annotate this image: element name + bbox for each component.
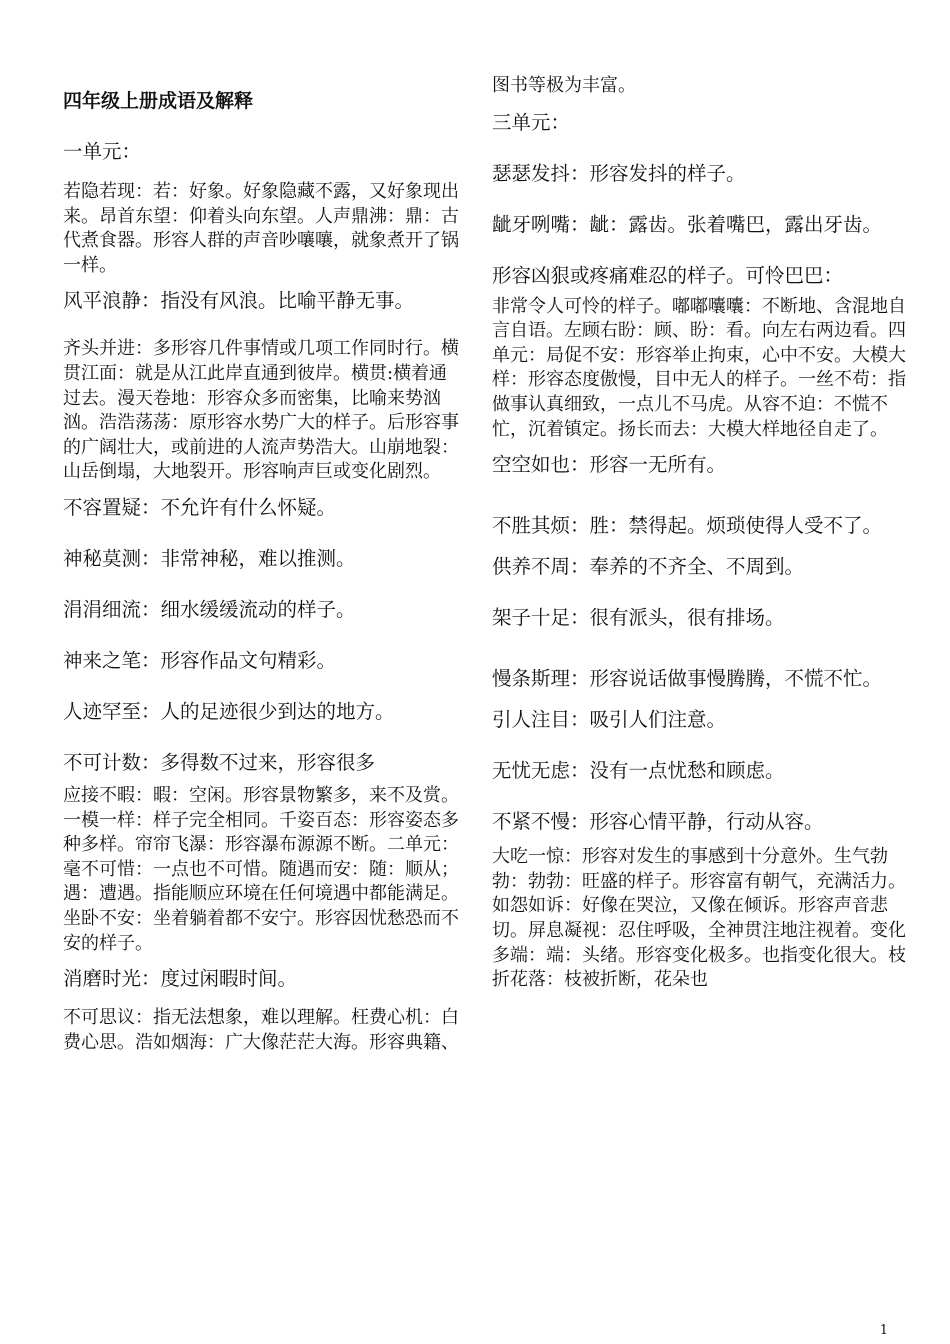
page-title: 四年级上册成语及解释 [63, 90, 254, 112]
idiom-block-1: 若隐若现：若：好象。好象隐藏不露，又好象现出来。昂首东望：仰着头向东望。人声鼎沸：鼎：古代煮食器。形容人群的声音吵嚷嚷，就象煮开了锅一样。 [63, 181, 459, 276]
unit1-heading: 一单元： [63, 140, 142, 163]
right-column [492, 74, 912, 993]
idiom-renjihanzhi: 人迹罕至：人的足迹很少到达的地方。 [63, 699, 395, 723]
page-number: 1 [879, 1323, 888, 1338]
idiom-ziyaliezui: 龇牙咧嘴：龇：露齿。张着嘴巴，露出牙齿。 [492, 212, 883, 236]
idiom-block-2: 齐头并进：多形容几件事情或几项工作同时行。横贯江面：就是从江此岸直通到彼岸。横贯:横着通过去。漫天卷地：形容众多而密集，比喻来势汹汹。浩浩荡荡：原形容水势广大的样子。后形容事的广阔壮大，或前进的人流声势浩大。山崩地裂：山岳倒塌，大地裂开。形容响声巨或变化剧烈。 [63, 338, 459, 483]
idiom-wuyouwulv: 无忧无虑：没有一点忧愁和顾虑。 [492, 759, 785, 783]
idiom-burongzhiyi: 不容置疑：不允许有什么怀疑。 [63, 495, 337, 519]
idiom-block-5: 非常令人可怜的样子。嘟嘟囔囔：不断地、含混地自言自语。左顾右盼：顾、盼：看。向左右两边看。四单元：局促不安：形容举止拘束，心中不安。大模大样：形容态度傲慢，目中无人的样子。一丝不苟：指做事认真细致，一点儿不马虎。从容不迫：不慌不忙，沉着镇定。扬长而去：大模大样地径自走了。 [492, 295, 906, 440]
continued-line: 图书等极为丰富。 [492, 75, 636, 96]
left-column [63, 86, 463, 1055]
idiom-mantiaosili: 慢条斯理：形容说话做事慢腾腾，不慌不忙。 [492, 667, 883, 691]
idiom-fengpinglangjing: 风平浪静：指没有风浪。比喻平静无事。 [63, 289, 415, 313]
idiom-xiaomoshiguang: 消磨时光：度过闲暇时间。 [63, 967, 298, 991]
idiom-block-4: 不可思议：指无法想象，难以理解。枉费心机：白费心思。浩如烟海：广大像茫茫大海。形容典籍、 [63, 1007, 459, 1053]
idiom-shenlaizhibi: 神来之笔：形容作品文句精彩。 [63, 648, 337, 672]
idiom-gongyangbuzhou: 供养不周：奉养的不齐全、不周到。 [492, 555, 805, 579]
idiom-yinrenzhumu: 引人注目：吸引人们注意。 [492, 708, 727, 732]
idiom-block-6: 大吃一惊：形容对发生的事感到十分意外。生气勃勃：勃勃：旺盛的样子。形容富有朝气，充满活力。如怨如诉：好像在哭泣，又像在倾诉。形容声音悲切。屏息凝视：忍住呼吸，全神贯注地注视着。变化多端：端：头绪。形容变化极多。也指变化很大。枝折花落：枝被折断，花朵也 [492, 846, 906, 991]
idiom-shenmimoce: 神秘莫测：非常神秘，难以推测。 [63, 546, 356, 570]
unit3-heading: 三单元： [492, 110, 571, 134]
idiom-bushengqifan: 不胜其烦：胜：禁得起。烦琐使得人受不了。 [492, 514, 883, 538]
idiom-bukejishu: 不可计数：多得数不过来，形容很多 [63, 750, 376, 774]
idiom-bujinbuman: 不紧不慢：形容心情平静，行动从容。 [492, 810, 824, 834]
idiom-xingrong-kelianbaba: 形容凶狠或疼痛难忍的样子。可怜巴巴： [492, 263, 844, 287]
idiom-jiazishizu: 架子十足：很有派头，很有排场。 [492, 606, 785, 630]
idiom-block-3: 应接不暇：暇：空闲。形容景物繁多，来不及赏。一模一样：样子完全相同。千姿百态：形容姿态多种多样。帘帘飞瀑：形容瀑布源源不断。二单元：毫不可惜：一点也不可惜。随遇而安：随：顺从；遇：遭遇。指能顺应环境在任何境遇中都能满足。坐卧不安：坐着躺着都不安宁。形容因忧愁恐而不安的样子。 [63, 784, 459, 954]
idiom-sesefadou: 瑟瑟发抖：形容发抖的样子。 [492, 161, 746, 185]
idiom-kongkongruye: 空空如也：形容一无所有。 [492, 453, 727, 477]
idiom-juanjuanxiliu: 涓涓细流：细水缓缓流动的样子。 [63, 597, 356, 621]
